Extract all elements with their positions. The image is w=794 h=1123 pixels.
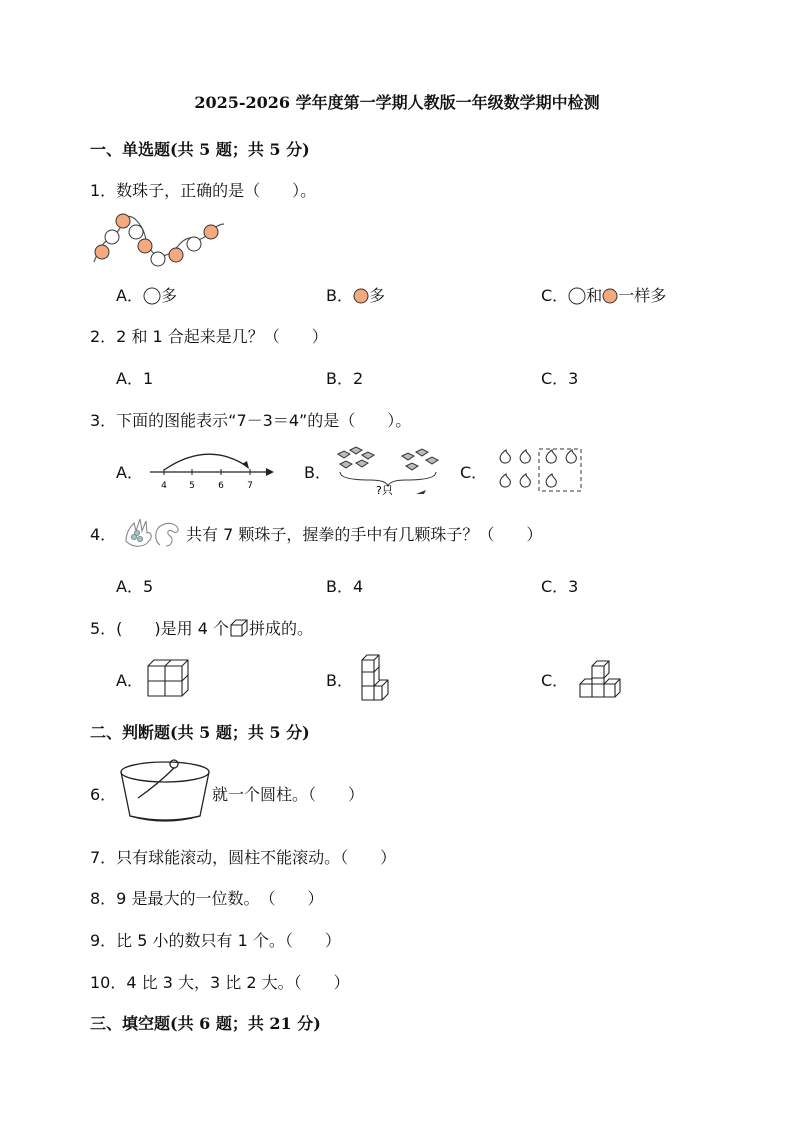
page-title: 2025-2026 学年度第一学期人教版一年级数学期中检测 [194,93,600,112]
cube-shape-a-image [146,658,190,698]
question-1-stem: 1．数珠子，正确的是（ ）。 [90,181,317,200]
bucket-image [118,758,212,824]
birds-on-branch-image [330,446,445,498]
bead-orange [204,225,218,239]
question-7: 7．只有球能滚动，圆柱不能滚动。（ ） [90,848,397,867]
question-8: 8．9 是最大的一位数。 （ ） [90,889,324,908]
tick-label: 7 [247,481,253,491]
white-bead-icon [568,287,586,305]
bead-orange [116,214,130,228]
q1-option-b[interactable]: B． 多 [326,286,385,305]
white-bead-icon [143,287,161,305]
q5-option-b[interactable]: B． [326,671,353,690]
question-4-stem: 共有 7 颗珠子，握拳的手中有几颗珠子？（ ） [186,525,543,544]
q2-option-a[interactable]: A．1 [116,369,154,388]
bead-orange [169,248,183,262]
cube-shape-c-image [578,658,622,700]
tick-label: 5 [189,481,195,491]
section-heading-fill-in: 三、填空题(共 6 题；共 21 分) [90,1014,321,1033]
cube-shape-b-image [358,652,392,702]
bead-string-image [92,210,227,270]
orange-bead-icon [353,288,369,304]
question-5-stem: 5．( )是用 4 个 拼成的。 [90,619,314,638]
birds-count-label: ?只 [376,484,393,497]
hands-image [120,515,186,551]
cube-icon [229,618,249,638]
q3-option-b[interactable]: B． [304,463,331,482]
bead-white [187,237,201,251]
q1-option-c[interactable]: C． 和 一样多 [541,286,667,305]
question-3-stem: 3．下面的图能表示“7－3＝4”的是（ ）。 [90,411,412,430]
question-6-stem: 就一个圆柱。（ ） [212,785,365,804]
q4-option-b[interactable]: B．4 [326,577,364,596]
number-line-image [148,442,278,492]
tick-label: 6 [218,481,224,491]
q5-option-c[interactable]: C． [541,671,569,690]
tick-label: 4 [161,481,167,491]
question-6-number: 6． [90,785,117,804]
candle-flames-image [494,448,584,494]
bead-orange [138,239,152,253]
bead-orange [95,245,109,259]
q4-option-a[interactable]: A．5 [116,577,154,596]
q2-option-b[interactable]: B．2 [326,369,364,388]
question-2-stem: 2．2 和 1 合起来是几？（ ） [90,327,328,346]
bead-white [129,225,143,239]
q3-option-c[interactable]: C． [460,463,488,482]
q3-option-a[interactable]: A． [116,463,143,482]
section-heading-single-choice: 一、单选题(共 5 题；共 5 分) [90,140,310,159]
question-4-number: 4． [90,525,117,544]
question-10: 10．4 比 3 大，3 比 2 大。（ ） [90,973,350,992]
bead-white [105,230,119,244]
section-heading-true-false: 二、判断题(共 5 题；共 5 分) [90,723,310,742]
bead-white [151,252,165,266]
q1-option-a[interactable]: A． 多 [116,286,177,305]
orange-bead-icon [602,288,618,304]
q5-option-a[interactable]: A． [116,671,143,690]
q2-option-c[interactable]: C．3 [541,369,579,388]
question-9: 9．比 5 小的数只有 1 个。（ ） [90,931,341,950]
q4-option-c[interactable]: C．3 [541,577,579,596]
